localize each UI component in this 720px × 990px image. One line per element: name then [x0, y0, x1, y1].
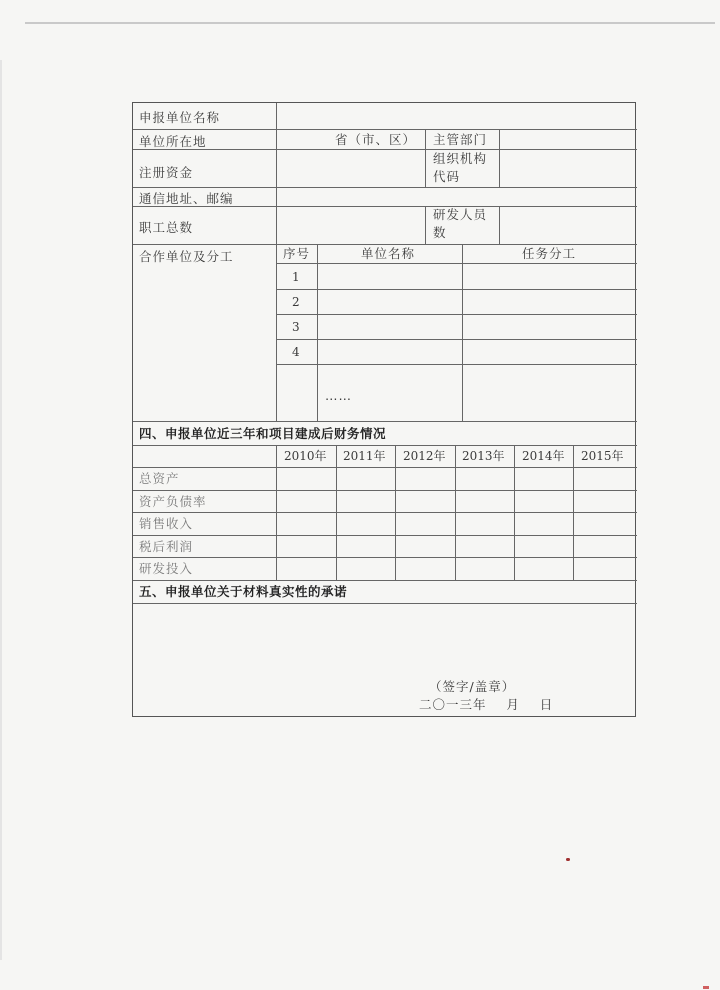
row-line [133, 187, 637, 188]
signature-label: （签字/盖章） [429, 679, 516, 694]
commitment-date: 二〇一三年 月 日 [419, 697, 554, 712]
col-line [514, 445, 515, 580]
partner-ellipsis: …… [325, 388, 352, 403]
capital-label: 注册资金 [139, 165, 194, 180]
commitment-section-title: 五、申报单位关于材料真实性的承诺 [139, 584, 348, 599]
row-line [133, 445, 637, 446]
finance-year-2014: 2014年 [522, 449, 565, 463]
col-line [425, 129, 426, 187]
partner-row-seq: 4 [292, 345, 300, 359]
partners-col-name: 单位名称 [361, 246, 416, 261]
partners-col-task: 任务分工 [522, 246, 577, 261]
col-line [499, 206, 500, 244]
col-line [317, 244, 318, 421]
row-line [133, 129, 637, 130]
col-line [276, 129, 277, 149]
org-code-label-line2: 代码 [433, 169, 461, 184]
row-line [133, 206, 637, 207]
province-placeholder: 省（市、区） [335, 132, 417, 147]
col-line [276, 206, 277, 244]
finance-year-2013: 2013年 [462, 449, 505, 463]
finance-year-2011: 2011年 [343, 449, 386, 463]
col-line [276, 187, 277, 206]
partner-row-seq: 3 [292, 320, 300, 334]
org-code-label-line1: 组织机构 [433, 151, 488, 166]
scan-edge-line [25, 22, 715, 24]
partners-label: 合作单位及分工 [139, 249, 234, 264]
partner-row-seq: 1 [292, 270, 300, 284]
scan-left-edge [0, 60, 2, 960]
staff-total-label: 职工总数 [139, 220, 194, 235]
col-line [499, 129, 500, 187]
unit-location-label: 单位所在地 [139, 134, 207, 149]
row-line [133, 149, 637, 150]
finance-year-2010: 2010年 [284, 449, 327, 463]
col-line [276, 149, 277, 187]
finance-year-2015: 2015年 [581, 449, 624, 463]
partner-row-seq: 2 [292, 295, 300, 309]
finance-row-total-assets: 总资产 [139, 471, 180, 486]
col-line [462, 244, 463, 421]
row-line [133, 580, 637, 581]
application-form-table [132, 102, 636, 717]
col-line [425, 206, 426, 244]
col-line [395, 445, 396, 580]
row-line [133, 512, 637, 513]
scan-speck-corner [703, 986, 709, 989]
col-line [276, 244, 277, 421]
row-line [133, 421, 637, 422]
row-line [276, 289, 637, 290]
col-line [455, 445, 456, 580]
row-line [133, 603, 637, 604]
finance-row-net-profit: 税后利润 [139, 539, 194, 554]
finance-row-debt-ratio: 资产负债率 [139, 494, 207, 509]
finance-row-rd-investment: 研发投入 [139, 561, 194, 576]
row-line [276, 263, 637, 264]
row-line [133, 490, 637, 491]
address-label: 通信地址、邮编 [139, 191, 234, 206]
row-line [276, 314, 637, 315]
col-line [276, 445, 277, 580]
row-line [133, 244, 637, 245]
row-line [133, 467, 637, 468]
unit-name-label: 申报单位名称 [139, 110, 221, 125]
rd-staff-label-line1: 研发人员 [433, 207, 488, 222]
finance-row-sales: 销售收入 [139, 516, 194, 531]
row-line [276, 364, 637, 365]
partners-col-seq: 序号 [283, 246, 311, 261]
authority-label: 主管部门 [433, 132, 488, 147]
row-line [276, 339, 637, 340]
finance-section-title: 四、申报单位近三年和项目建成后财务情况 [139, 426, 387, 441]
scan-speck [566, 858, 570, 861]
rd-staff-label-line2: 数 [433, 225, 447, 240]
col-line [573, 445, 574, 580]
finance-year-2012: 2012年 [403, 449, 446, 463]
col-line [276, 103, 277, 129]
col-line [336, 445, 337, 580]
row-line [133, 535, 637, 536]
row-line [133, 557, 637, 558]
